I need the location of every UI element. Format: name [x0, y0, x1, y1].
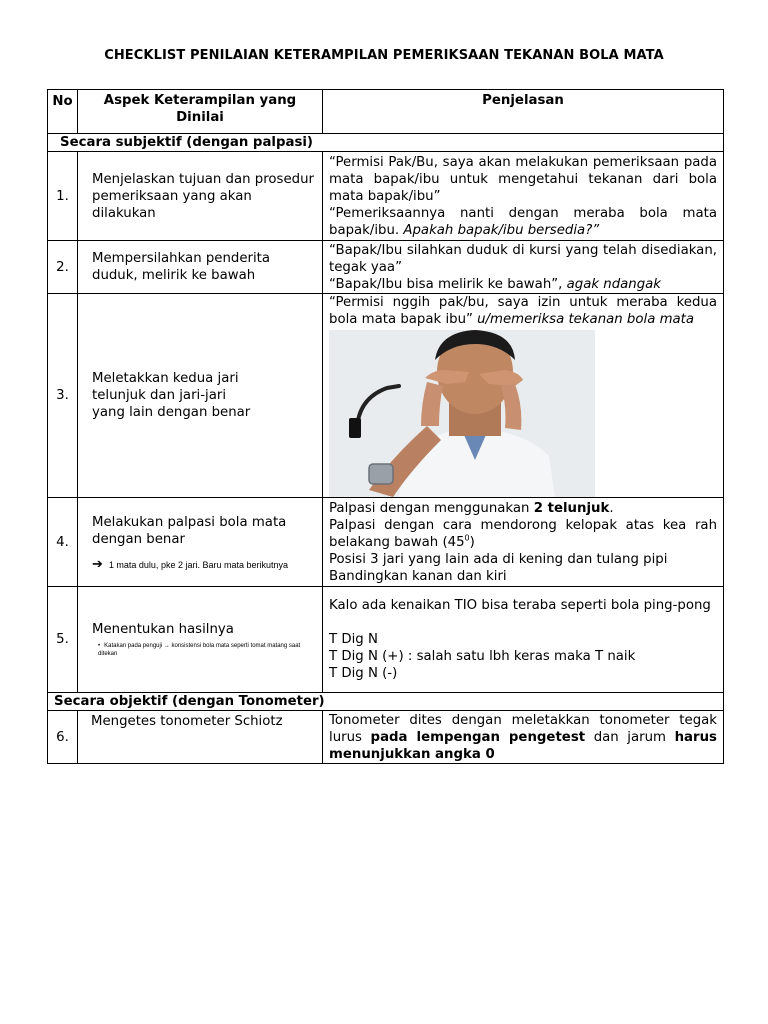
row-number: 2. [48, 241, 78, 294]
document-title: CHECKLIST PENILAIAN KETERAMPILAN PEMERIKSAAN TEKANAN BOLA MATA [104, 48, 664, 63]
table-row [48, 294, 724, 498]
header-penjelasan: Penjelasan [323, 90, 724, 134]
penjelasan-cell: Kalo ada kenaikan TIO bisa teraba seperti bola ping-pong T Dig N T Dig N (+) : salah satu lbh keras maka T naik T Dig N (-) [323, 587, 724, 693]
row-number: 4. [48, 498, 78, 587]
palpation-photo-illustration [329, 330, 595, 497]
table-row [48, 587, 724, 693]
note-text: • Katakan pada penguji → konsistensi bola mata seperti tomat matang saat ditekan [92, 642, 316, 658]
header-row [48, 90, 724, 134]
section-row [48, 134, 724, 152]
header-aspek: Aspek Keterampilan yang Dinilai [78, 90, 323, 134]
aspek-cell: Menjelaskan tujuan dan prosedur pemeriksaan yang akan dilakukan [78, 152, 323, 241]
penjelasan-cell: Palpasi dengan menggunakan 2 telunjuk. Palpasi dengan cara mendorong kelopak atas kea rah belakang bawah $(45^0)$ Posisi 3 jari yang lain ada di kening dan tulang pipi Bandingkan kanan dan kiri [323, 498, 724, 587]
aspek-cell: Meletakkan kedua jari telunjuk dan jari-jari yang lain dengan benar [78, 294, 323, 498]
section-tonometer: Secara objektif (dengan Tonometer) [48, 693, 724, 711]
row-number: 5. [48, 587, 78, 693]
penjelasan-cell: “Permisi Pak/Bu, saya akan melakukan pemeriksaan pada mata bapak/ibu untuk mengetahui tekanan dari bola mata bapak/ibu” “Pemeriksaannya nanti dengan meraba bola mata bapak/ibu. Apakah bapak/ibu bersedia?” [323, 152, 724, 241]
row-number: 1. [48, 152, 78, 241]
aspek-cell: Melakukan palpasi bola mata dengan benar ➔ 1 mata dulu, pke 2 jari. Baru mata berikutnya [78, 498, 323, 587]
checklist-table [47, 89, 724, 764]
row-number: 3. [48, 294, 78, 498]
table-row [48, 241, 724, 294]
row-number: 6. [48, 711, 78, 764]
aspek-cell: Mengetes tonometer Schiotz [78, 711, 323, 764]
aspek-cell: Menentukan hasilnya • Katakan pada penguji → konsistensi bola mata seperti tomat matang saat ditekan [78, 587, 323, 693]
section-palpasi: Secara subjektif (dengan palpasi) [48, 134, 724, 152]
right-arrow-icon: ➔ [92, 555, 103, 571]
table-row [48, 152, 724, 241]
header-no: No [48, 90, 78, 134]
penjelasan-cell: “Permisi nggih pak/bu, saya izin untuk meraba kedua bola mata bapak ibu” u/memeriksa tekanan bola mata [323, 294, 724, 498]
aspek-cell: Mempersilahkan penderita duduk, melirik ke bawah [78, 241, 323, 294]
table-row [48, 711, 724, 764]
note-text: ➔ 1 mata dulu, pke 2 jari. Baru mata berikutnya [92, 555, 289, 571]
table-row [48, 498, 724, 587]
penjelasan-cell: “Bapak/Ibu silahkan duduk di kursi yang telah disediakan, tegak yaa” “Bapak/Ibu bisa melirik ke bawah”, agak ndangak [323, 241, 724, 294]
section-row [48, 693, 724, 711]
penjelasan-cell: Tonometer dites dengan meletakkan tonometer tegak lurus pada lempengan pengetest dan jarum harus menunjukkan angka 0 [323, 711, 724, 764]
palpation-photo [329, 330, 595, 497]
